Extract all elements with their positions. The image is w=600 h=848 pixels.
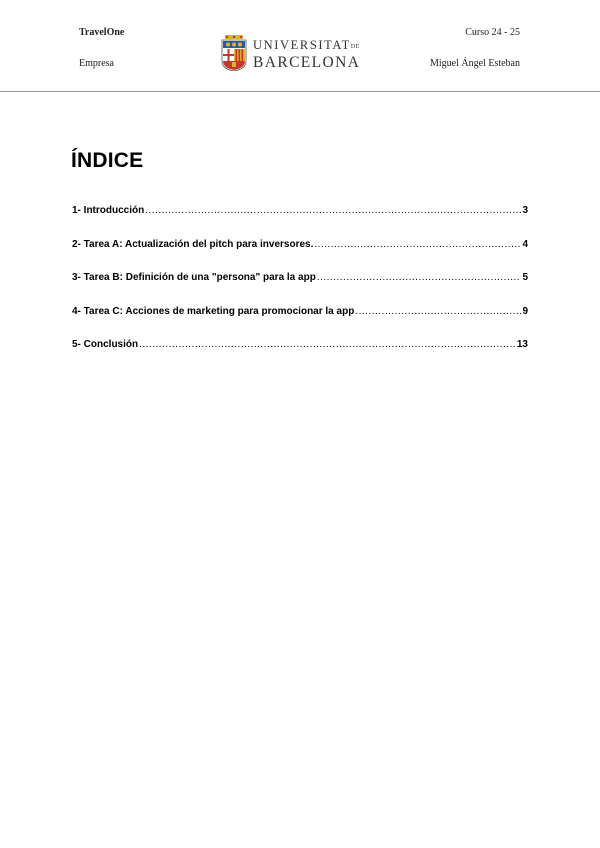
toc-entry-page: 9 bbox=[522, 305, 528, 317]
toc-entry[interactable] bbox=[72, 205, 528, 239]
header-project-name: TravelOne bbox=[79, 27, 125, 38]
logo-de: DE bbox=[350, 44, 360, 50]
university-crest-icon bbox=[221, 35, 247, 71]
header-author: Miguel Ángel Esteban bbox=[430, 58, 520, 69]
toc-entry-page: 3 bbox=[522, 205, 528, 216]
toc-dot-leader bbox=[317, 272, 522, 283]
toc-dot-leader bbox=[145, 205, 521, 216]
toc-entry-label: 2- Tarea A: Actualización del pitch para inversores. bbox=[72, 238, 314, 250]
header-course: Curso 24 - 25 bbox=[465, 27, 520, 38]
toc-entry-page: 5 bbox=[522, 272, 528, 283]
logo-barcelona: BARCELONA bbox=[253, 54, 361, 71]
header-subject: Empresa bbox=[79, 58, 114, 69]
table-of-contents bbox=[72, 205, 528, 373]
toc-entry-page: 4 bbox=[522, 238, 528, 250]
toc-entry[interactable] bbox=[72, 272, 528, 306]
toc-dot-leader bbox=[139, 339, 516, 350]
toc-entry-label: 1- Introducción bbox=[72, 205, 145, 216]
toc-entry-page: 13 bbox=[516, 339, 528, 350]
page-title: ÍNDICE bbox=[71, 149, 144, 172]
toc-dot-leader bbox=[355, 306, 521, 317]
university-wordmark bbox=[253, 38, 360, 71]
toc-entry-label: 3- Tarea B: Definición de una "persona" para la app bbox=[72, 272, 316, 283]
toc-entry[interactable] bbox=[72, 306, 528, 340]
toc-entry-label: 4- Tarea C: Acciones de marketing para promocionar la app bbox=[72, 305, 355, 317]
toc-entry[interactable] bbox=[72, 339, 528, 373]
toc-dot-leader bbox=[314, 239, 521, 250]
university-logo bbox=[221, 35, 361, 75]
toc-entry-label: 5- Conclusión bbox=[72, 339, 139, 350]
toc-entry[interactable] bbox=[72, 239, 528, 273]
header-divider bbox=[0, 91, 600, 92]
logo-universitat: UNIVERSITAT bbox=[253, 38, 351, 52]
